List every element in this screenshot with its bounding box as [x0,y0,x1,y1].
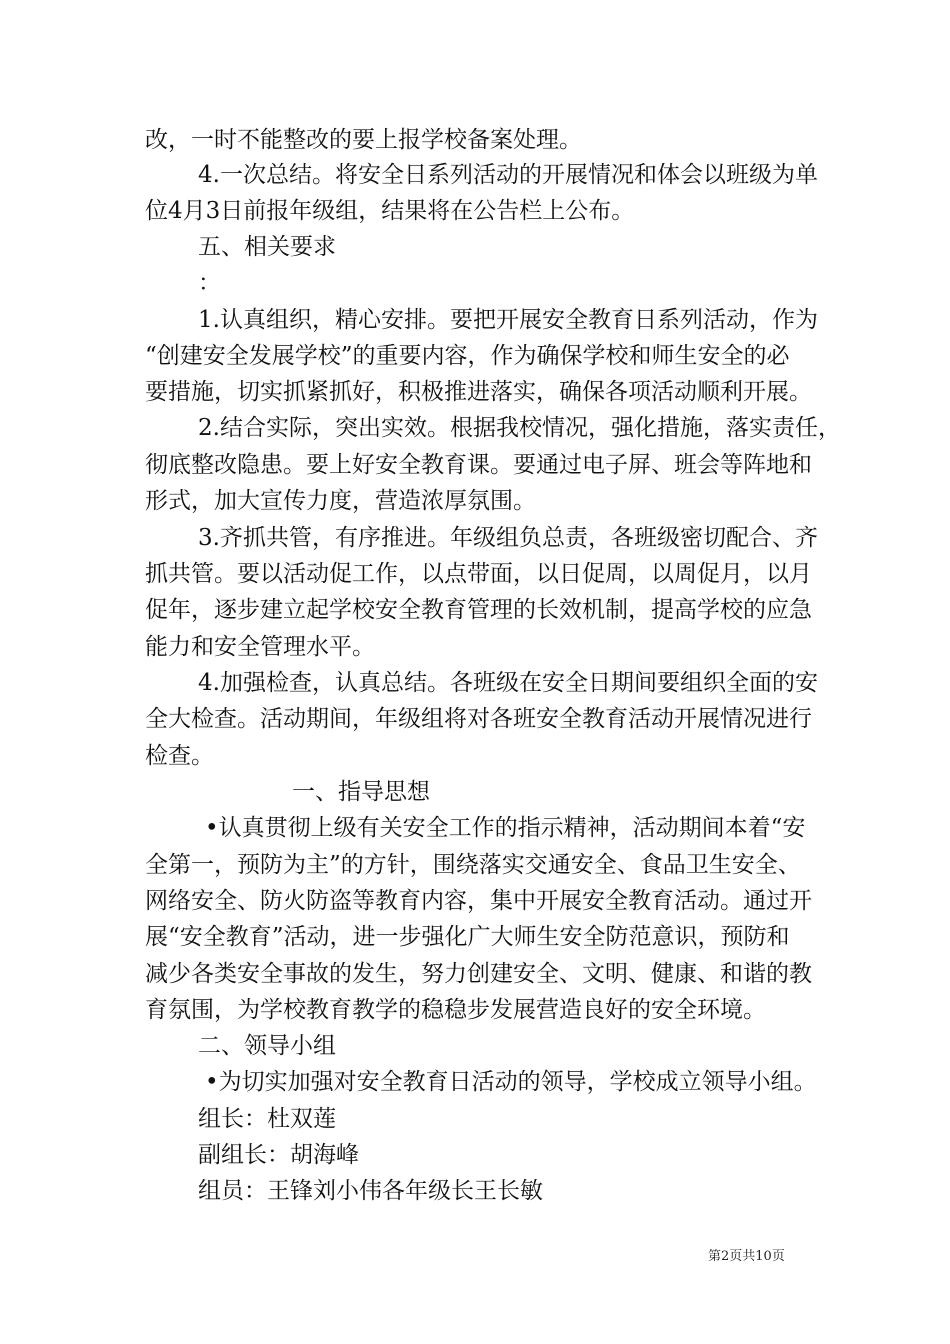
paragraph-line: 检查。 [145,743,214,769]
section-heading: 一、指导思想 [292,779,430,805]
paragraph-line: 全第一，预防为主”的方针，围绕落实交通安全、食品卫生安全、 [145,852,801,878]
paragraph-line: ： [198,270,221,296]
deputy-leader-line: 副组长：胡海峰 [198,1142,359,1168]
paragraph-line: 彻底整改隐患。要上好安全教育课。要通过电子屏、班会等阵地和 [145,452,812,478]
paragraph-line: 1.认真组织，精心安排。要把开展安全教育日系列活动，作为 [198,307,818,333]
page-number: 第2页共10页 [708,1249,785,1264]
section-heading: 五、相关要求 [198,234,336,260]
paragraph-line: 改，一时不能整改的要上报学校备案处理。 [145,127,582,153]
members-line: 组员：王锋刘小伟各年级长王长敏 [198,1178,543,1204]
paragraph-line: 4.一次总结。将安全日系列活动的开展情况和体会以班级为单 [198,162,818,188]
group-leader-line: 组长：杜双莲 [198,1106,336,1132]
paragraph-line: 促年，逐步建立起学校安全教育管理的长效机制，提高学校的应急 [145,597,812,623]
bullet-line: •为切实加强对安全教育日活动的领导，学校成立领导小组。 [205,1069,817,1095]
paragraph-line: 全大检查。活动期间，年级组将对各班安全教育活动开展情况进行 [145,706,812,732]
paragraph-line: “创建安全发展学校”的重要内容，作为确保学校和师生安全的必 [145,343,790,369]
paragraph-line: 要措施，切实抓紧抓好，积极推进落实，确保各项活动顺利开展。 [145,379,812,405]
paragraph-line: 网络安全、防火防盗等教育内容，集中开展安全教育活动。通过开 [145,888,812,914]
paragraph-line: 展“安全教育”活动，进一步强化广大师生安全防范意识，预防和 [145,924,790,950]
paragraph-line: 能力和安全管理水平。 [145,634,375,660]
paragraph-line: 2.结合实际，突出实效。根据我校情况，强化措施，落实责任， [198,415,841,441]
paragraph-line: 4.加强检查，认真总结。各班级在安全日期间要组织全面的安 [198,670,818,696]
paragraph-line: 3.齐抓共管，有序推进。年级组负总责，各班级密切配合、齐 [198,525,818,551]
paragraph-line: 育氛围，为学校教育教学的稳稳步发展营造良好的安全环境。 [145,997,766,1023]
paragraph-line: 形式，加大宣传力度，营造浓厚氛围。 [145,488,536,514]
paragraph-line: 位4月3日前报年级组，结果将在公告栏上公布。 [145,198,635,224]
paragraph-line: 抓共管。要以活动促工作，以点带面，以日促周，以周促月，以月 [145,561,812,587]
bullet-line: •认真贯彻上级有关安全工作的指示精神，活动期间本着“安 [205,815,806,841]
paragraph-line: 减少各类安全事故的发生，努力创建安全、文明、健康、和谐的教 [145,961,812,987]
section-heading: 二、领导小组 [198,1033,336,1059]
